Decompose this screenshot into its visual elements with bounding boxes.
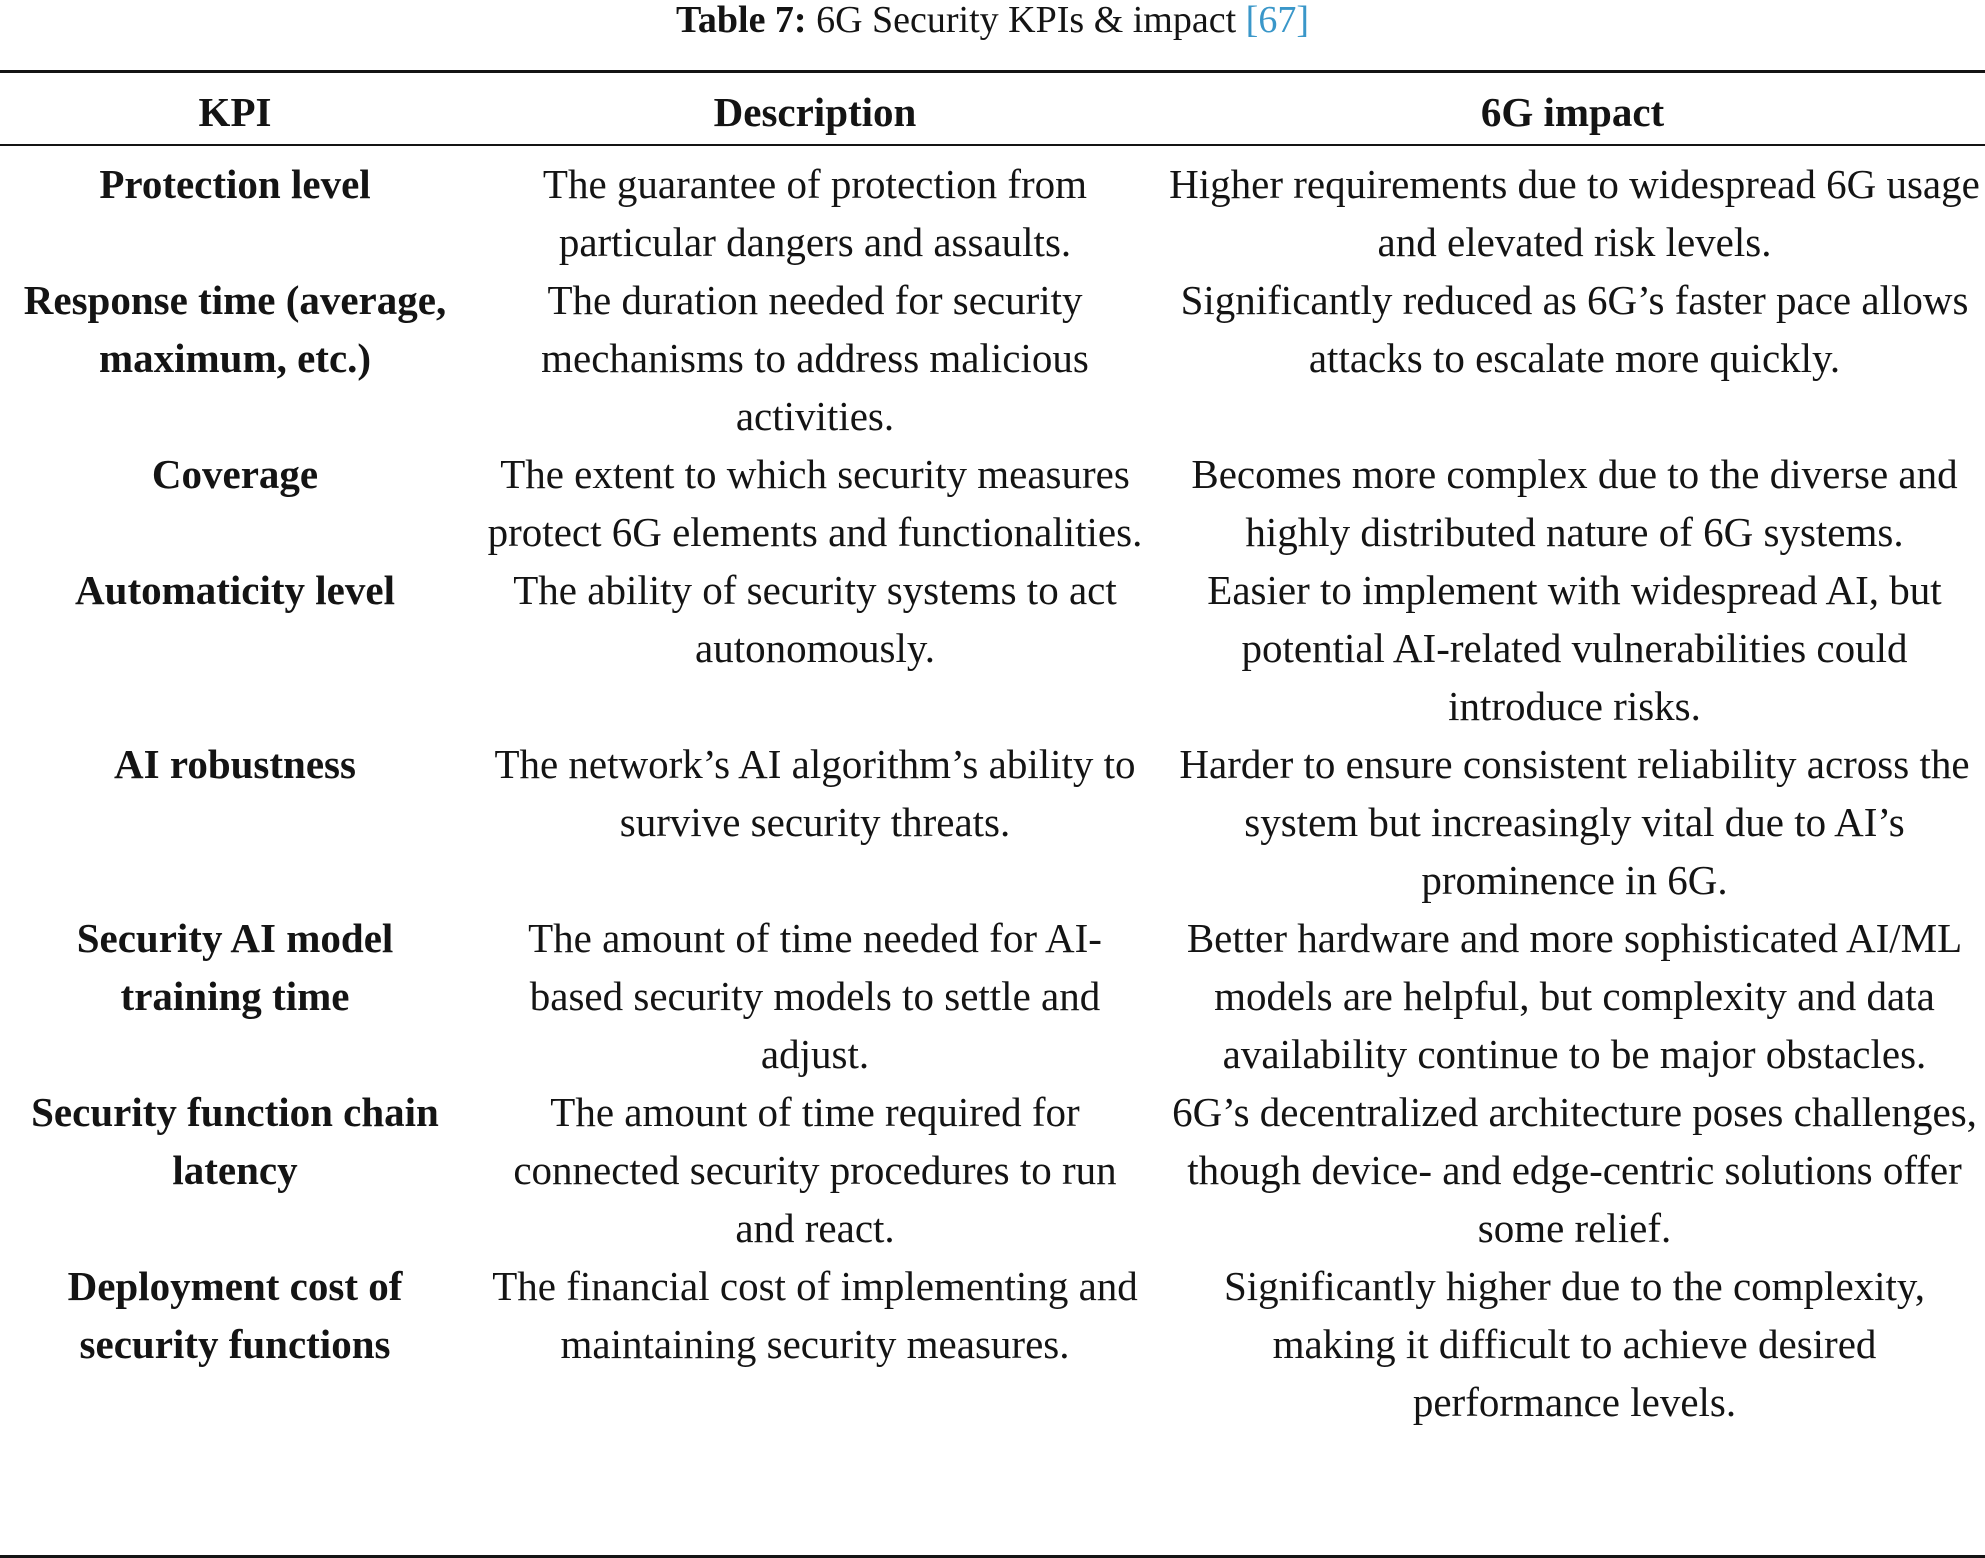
table-row <box>0 735 1985 909</box>
description-cell: The amount of time needed for AI-based security models to settle and adjust. <box>528 915 1102 1077</box>
description-cell: The duration needed for security mechanisms to address malicious activities. <box>541 277 1089 439</box>
header-description: Description <box>713 89 917 135</box>
kpi-cell: Automaticity level <box>75 567 395 613</box>
impact-cell: Significantly higher due to the complexity, making it difficult to achieve desired performance levels. <box>1223 1263 1926 1425</box>
kpi-cell: AI robustness <box>114 741 356 787</box>
impact-cell: Becomes more complex due to the diverse and highly distributed nature of 6G systems. <box>1191 451 1958 555</box>
table-row <box>0 445 1985 561</box>
kpi-table <box>0 85 1985 1431</box>
description-cell: The amount of time required for connected security procedures to run and react. <box>513 1089 1117 1251</box>
kpi-cell: Security function chain latency <box>31 1089 439 1193</box>
caption-citation-open: [ <box>1245 0 1259 41</box>
impact-cell: Easier to implement with widespread AI, but potential AI-related vulnerabilities could introduce risks. <box>1207 567 1942 729</box>
table-row <box>0 144 1985 271</box>
header-kpi: KPI <box>198 89 272 135</box>
caption-text: 6G Security KPIs & impact <box>806 0 1246 41</box>
caption-label: Table 7: <box>676 0 807 41</box>
kpi-cell: Coverage <box>151 451 319 497</box>
kpi-cell: Security AI model training time <box>76 915 394 1019</box>
description-cell: The ability of security systems to act autonomously. <box>513 567 1117 671</box>
kpi-cell: Response time (average, maximum, etc.) <box>23 277 447 381</box>
table-row <box>0 909 1985 1083</box>
caption-citation-link[interactable]: 67 <box>1258 0 1297 41</box>
caption-citation-close: ] <box>1296 0 1309 41</box>
impact-cell: Significantly reduced as 6G’s faster pace allows attacks to escalate more quickly. <box>1180 277 1969 381</box>
description-cell: The financial cost of implementing and maintaining security measures. <box>492 1263 1138 1367</box>
table-row <box>0 271 1985 445</box>
table-row <box>0 1257 1985 1431</box>
header-impact: 6G impact <box>1480 89 1665 135</box>
kpi-cell: Protection level <box>99 161 371 207</box>
kpi-cell: Deployment cost of security functions <box>67 1263 403 1367</box>
header-row <box>0 85 1985 144</box>
description-cell: The extent to which security measures protect 6G elements and functionalities. <box>487 451 1143 555</box>
impact-cell: Higher requirements due to widespread 6G usage and elevated risk levels. <box>1169 161 1980 265</box>
impact-cell: Harder to ensure consistent reliability across the system but increasingly vital due to AI’s prominence in 6G. <box>1179 741 1970 903</box>
impact-cell: Better hardware and more sophisticated AI/ML models are helpful, but complexity and data availability continue to be major obstacles. <box>1186 915 1963 1077</box>
top-rule <box>0 70 1985 73</box>
table-row <box>0 561 1985 735</box>
description-cell: The network’s AI algorithm’s ability to survive security threats. <box>494 741 1136 845</box>
impact-cell: 6G’s decentralized architecture poses challenges, though device- and edge-centric solutions offer some relief. <box>1172 1089 1977 1251</box>
description-cell: The guarantee of protection from particular dangers and assaults. <box>542 161 1088 265</box>
table-row <box>0 1083 1985 1257</box>
table-caption <box>0 0 1985 40</box>
